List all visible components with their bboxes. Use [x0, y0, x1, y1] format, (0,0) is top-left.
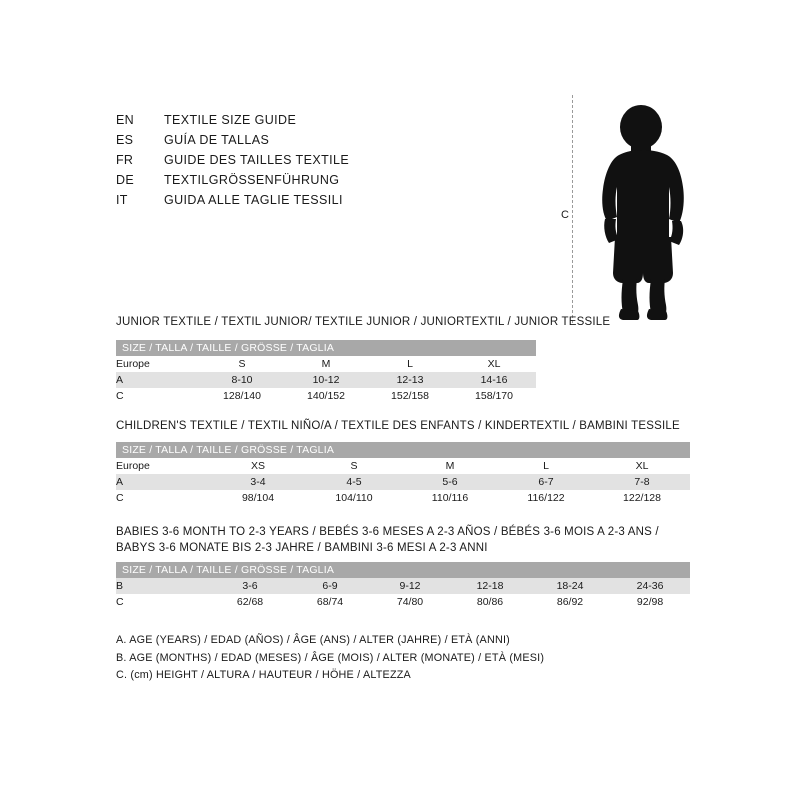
title-text: GUIDA ALLE TAGLIE TESSILI: [164, 193, 343, 207]
cell-value: 6-9: [290, 578, 370, 594]
section-heading-babies-line2: BABYS 3-6 MONATE BIS 2-3 JAHRE / BAMBINI 3-6 MESI A 2-3 ANNI: [116, 542, 488, 554]
cell-value: 12-13: [368, 372, 452, 388]
cell-value: 9-12: [370, 578, 450, 594]
table-row: [116, 372, 536, 388]
children-size-table: [116, 442, 690, 506]
cell-value: 110/116: [402, 490, 498, 506]
language-code: ES: [116, 133, 134, 147]
title-text: GUIDE DES TAILLES TEXTILE: [164, 153, 350, 167]
babies-size-table: [116, 562, 690, 610]
cell-value: 98/104: [210, 490, 306, 506]
section-heading-children: CHILDREN'S TEXTILE / TEXTIL NIÑO/A / TEXTILE DES ENFANTS / KINDERTEXTIL / BAMBINI TESSILE: [116, 420, 680, 432]
section-heading-babies: [116, 524, 659, 556]
cell-value: 92/98: [610, 594, 690, 610]
title-block: [116, 110, 476, 210]
section-heading-junior: JUNIOR TEXTILE / TEXTIL JUNIOR/ TEXTILE JUNIOR / JUNIORTEXTIL / JUNIOR TESSILE: [116, 316, 611, 328]
column-header: S: [200, 356, 284, 372]
cell-value: 122/128: [594, 490, 690, 506]
legend: [116, 632, 544, 685]
legend-item-height: C. (cm) HEIGHT / ALTURA / HAUTEUR / HÖHE / ALTEZZA: [116, 669, 411, 681]
table-header-row: [116, 562, 690, 578]
column-header: XL: [452, 356, 536, 372]
cell-value: 14-16: [452, 372, 536, 388]
column-header: XS: [210, 458, 306, 474]
title-row: [116, 190, 476, 210]
cell-value: 62/68: [210, 594, 290, 610]
row-label: Europe: [116, 458, 210, 474]
language-code: FR: [116, 153, 134, 167]
row-label: Europe: [116, 356, 200, 372]
cell-value: 18-24: [530, 578, 610, 594]
row-label: B: [116, 578, 210, 594]
title-text: TEXTILGRÖSSENFÜHRUNG: [164, 173, 340, 187]
title-row: [116, 150, 476, 170]
language-code: EN: [116, 113, 134, 127]
cell-value: 12-18: [450, 578, 530, 594]
section-heading-babies-line1: BABIES 3-6 MONTH TO 2-3 YEARS / BEBÉS 3-6 MESES A 2-3 AÑOS / BÉBÉS 3-6 MOIS A 2-3 ANS /: [116, 526, 659, 538]
table-row: [116, 578, 690, 594]
cell-value: 68/74: [290, 594, 370, 610]
junior-size-table: [116, 340, 536, 404]
row-label: A: [116, 474, 210, 490]
cell-value: 7-8: [594, 474, 690, 490]
column-header: L: [498, 458, 594, 474]
language-code: DE: [116, 173, 134, 187]
cell-value: 10-12: [284, 372, 368, 388]
measurement-figure: [540, 95, 720, 325]
column-header: S: [306, 458, 402, 474]
height-guide-line: [572, 95, 573, 323]
cell-value: 4-5: [306, 474, 402, 490]
title-row: [116, 110, 476, 130]
cell-value: 3-6: [210, 578, 290, 594]
table-row: [116, 594, 690, 610]
title-text: GUÍA DE TALLAS: [164, 133, 270, 147]
title-text: TEXTILE SIZE GUIDE: [164, 113, 297, 127]
table-header-row: [116, 340, 536, 356]
table-row: [116, 490, 690, 506]
table-row: [116, 356, 536, 372]
cell-value: 140/152: [284, 388, 368, 404]
title-row: [116, 170, 476, 190]
legend-item-age-months: B. AGE (MONTHS) / EDAD (MESES) / ÂGE (MOIS) / ALTER (MONATE) / ETÀ (MESI): [116, 651, 545, 664]
child-silhouette-icon: [585, 103, 705, 323]
table-header-row: [116, 442, 690, 458]
cell-value: 86/92: [530, 594, 610, 610]
size-header-label: SIZE / TALLA / TAILLE / GRÖSSE / TAGLIA: [116, 442, 690, 458]
cell-value: 3-4: [210, 474, 306, 490]
table-row: [116, 474, 690, 490]
row-label: C: [116, 594, 210, 610]
column-header: XL: [594, 458, 690, 474]
column-header: M: [284, 356, 368, 372]
cell-value: 80/86: [450, 594, 530, 610]
size-header-label: SIZE / TALLA / TAILLE / GRÖSSE / TAGLIA: [116, 340, 536, 356]
row-label: C: [116, 490, 210, 506]
cell-value: 6-7: [498, 474, 594, 490]
cell-value: 5-6: [402, 474, 498, 490]
column-header: M: [402, 458, 498, 474]
cell-value: 128/140: [200, 388, 284, 404]
legend-item-age-years: A. AGE (YEARS) / EDAD (AÑOS) / ÂGE (ANS) / ALTER (JAHRE) / ETÀ (ANNI): [116, 634, 510, 646]
cell-value: 24-36: [610, 578, 690, 594]
cell-value: 116/122: [498, 490, 594, 506]
cell-value: 158/170: [452, 388, 536, 404]
title-row: [116, 130, 476, 150]
table-row: [116, 458, 690, 474]
size-header-label: SIZE / TALLA / TAILLE / GRÖSSE / TAGLIA: [116, 562, 690, 578]
cell-value: 152/158: [368, 388, 452, 404]
table-row: [116, 388, 536, 404]
language-code: IT: [116, 193, 128, 207]
height-measure-label: C: [558, 207, 572, 223]
row-label: C: [116, 388, 200, 404]
row-label: A: [116, 372, 200, 388]
cell-value: 74/80: [370, 594, 450, 610]
cell-value: 104/110: [306, 490, 402, 506]
cell-value: 8-10: [200, 372, 284, 388]
column-header: L: [368, 356, 452, 372]
